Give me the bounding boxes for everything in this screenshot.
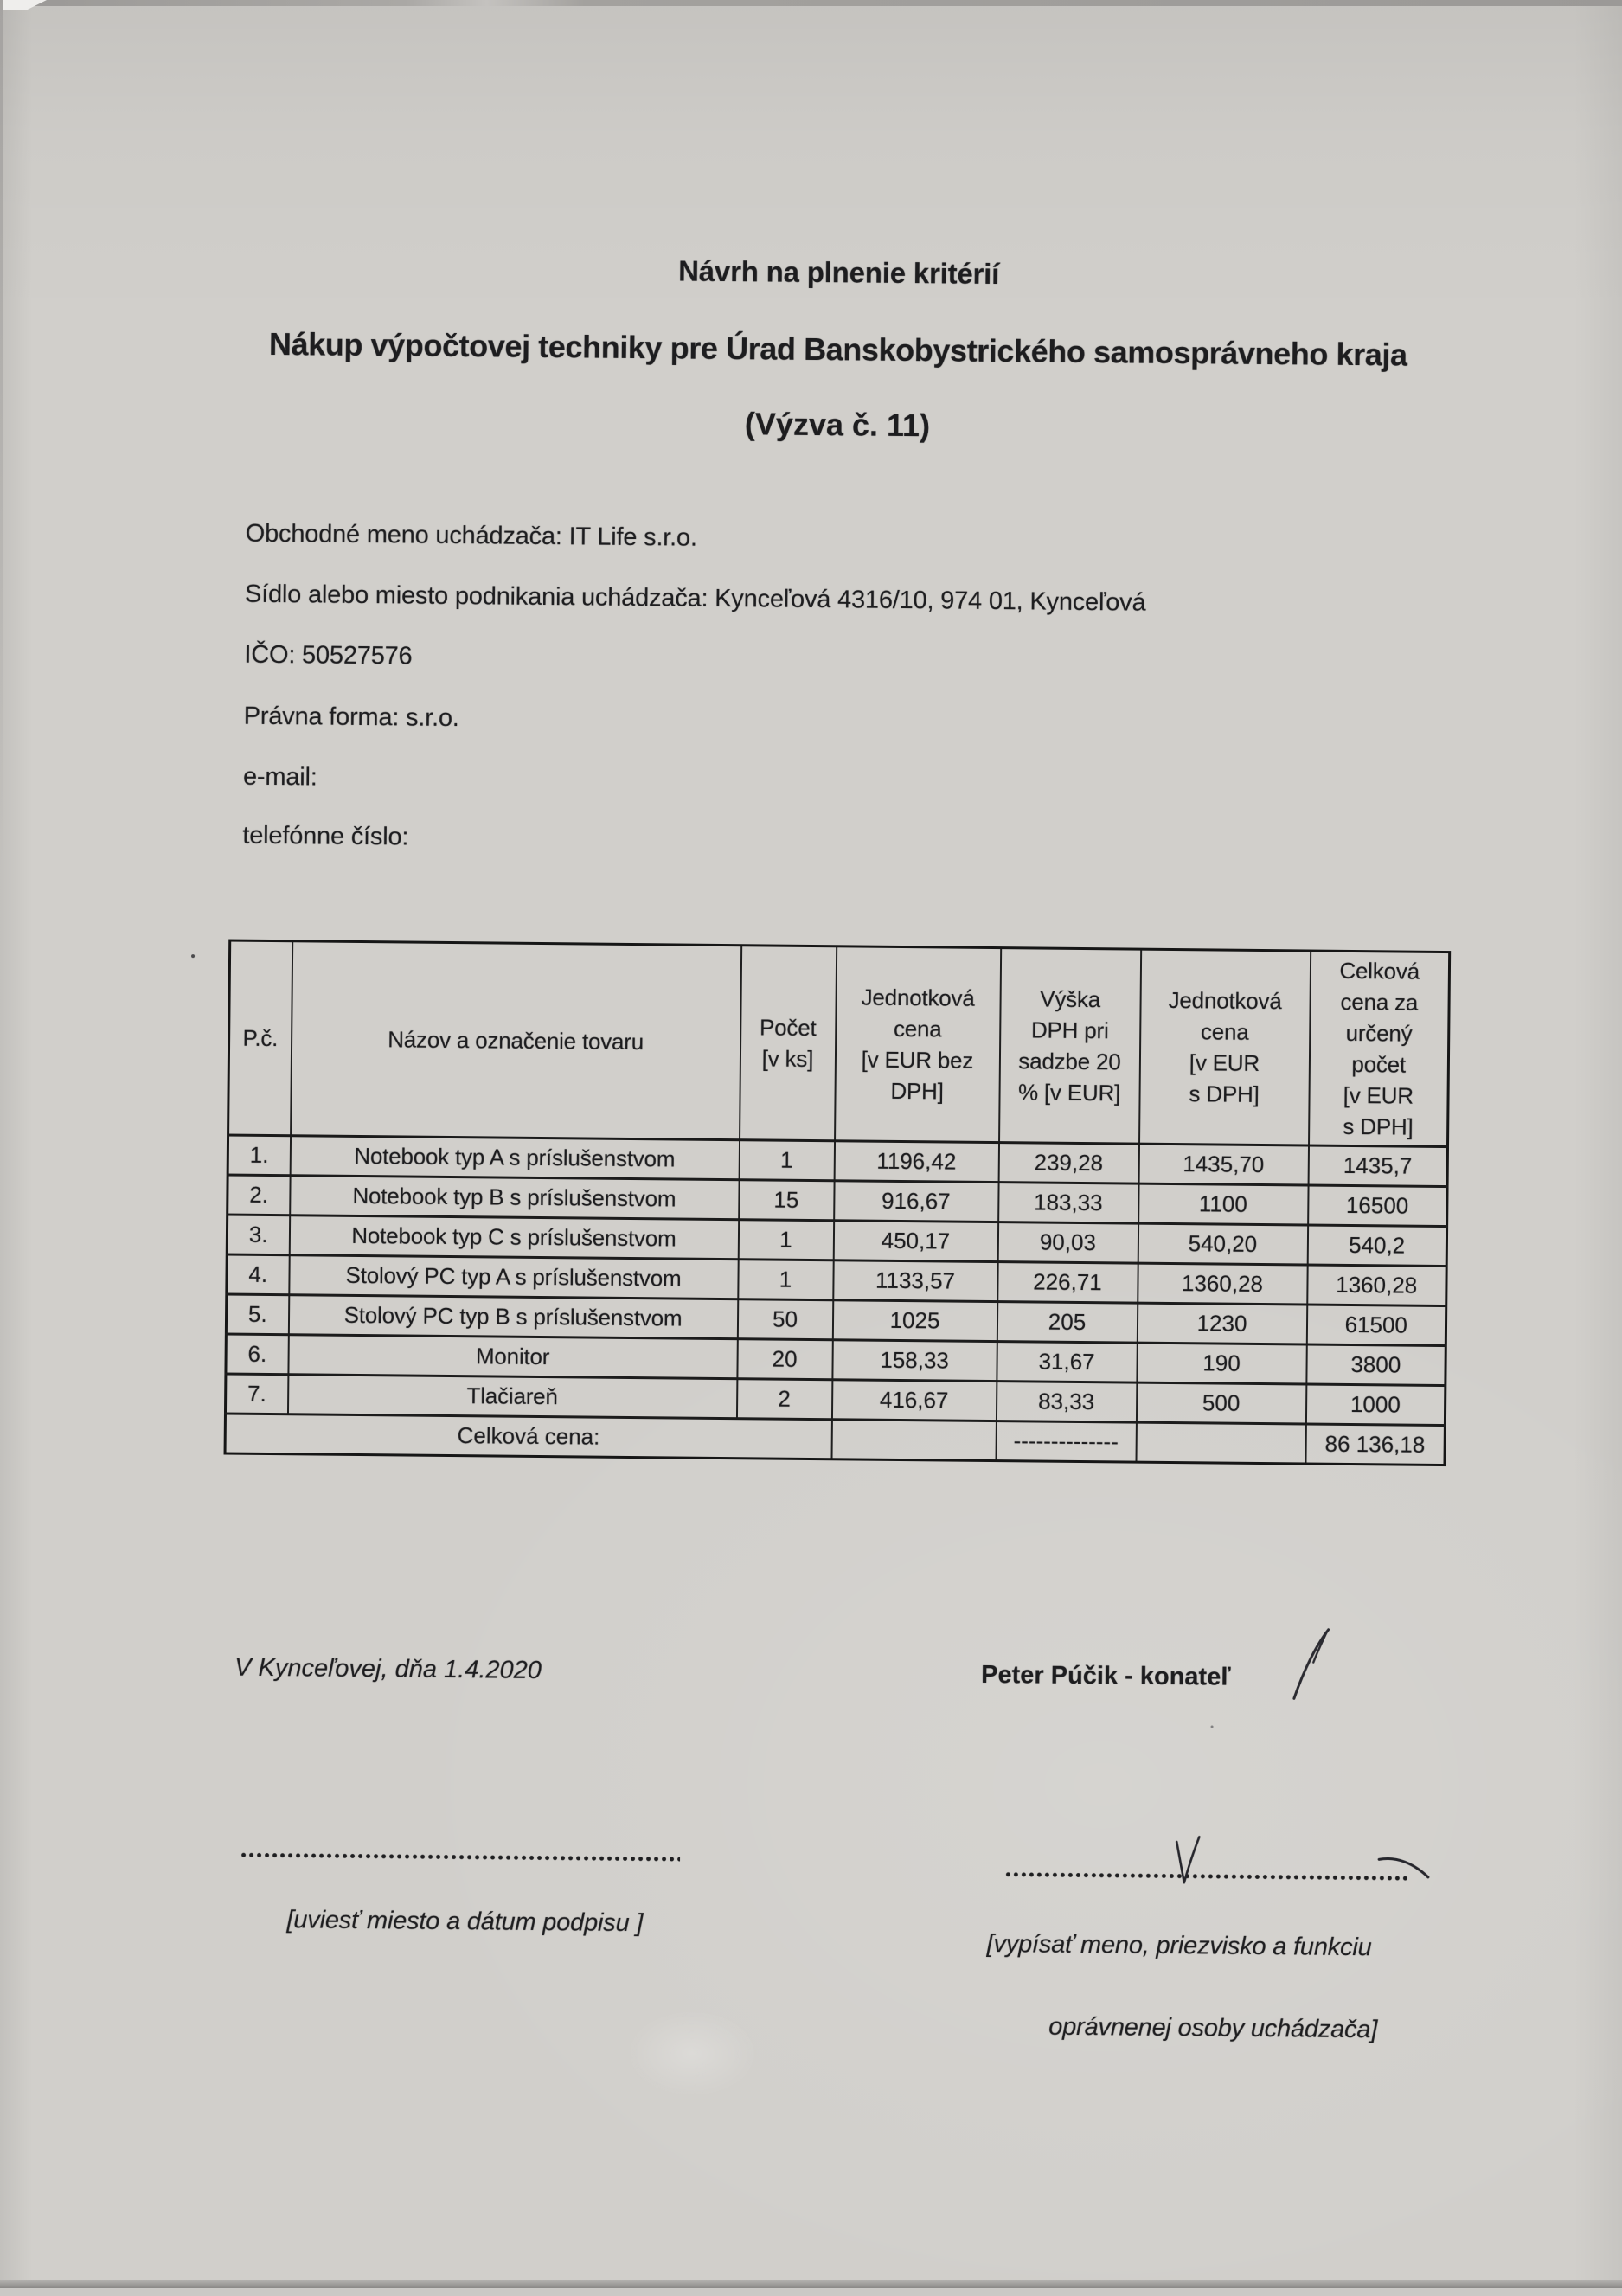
info-business-name: Obchodné meno uchádzača: IT Life s.r.o. bbox=[245, 519, 697, 552]
row-unit-price-novat: 916,67 bbox=[834, 1181, 998, 1222]
row-vat: 205 bbox=[997, 1302, 1137, 1344]
header-name: Názov a označenie tovaru bbox=[291, 941, 741, 1140]
row-vat: 31,67 bbox=[997, 1342, 1137, 1383]
row-total: 1000 bbox=[1305, 1384, 1445, 1426]
row-count: 50 bbox=[737, 1299, 832, 1340]
header-pc: P.č. bbox=[228, 940, 292, 1136]
caption-name-function-line2: oprávnenej osoby uchádzača] bbox=[1048, 2012, 1378, 2044]
row-unit-price-vat: 1435,70 bbox=[1138, 1144, 1308, 1185]
row-count: 20 bbox=[737, 1339, 832, 1380]
row-count: 1 bbox=[738, 1260, 833, 1300]
info-legal-form: Právna forma: s.r.o. bbox=[243, 702, 459, 733]
pen-check-mark-flag bbox=[1313, 1632, 1326, 1663]
info-phone: telefónne číslo: bbox=[242, 821, 409, 851]
total-empty-1 bbox=[831, 1420, 996, 1461]
row-number: 3. bbox=[227, 1215, 289, 1255]
document-call-number: (Výzva č. 11) bbox=[744, 406, 931, 444]
row-item-name: Notebook typ A s príslušenstvom bbox=[290, 1136, 739, 1180]
pen-check-mark bbox=[1294, 1629, 1329, 1698]
total-empty-2 bbox=[1136, 1422, 1305, 1464]
total-dashes: -------------- bbox=[996, 1421, 1136, 1463]
signature-dotted-line-left bbox=[240, 1852, 680, 1863]
row-unit-price-vat: 1360,28 bbox=[1138, 1263, 1307, 1305]
info-ico: IČO: 50527576 bbox=[244, 640, 413, 670]
row-unit-price-vat: 190 bbox=[1137, 1343, 1306, 1384]
row-total: 540,2 bbox=[1307, 1225, 1446, 1267]
row-vat: 183,33 bbox=[998, 1183, 1138, 1224]
scan-edge-left bbox=[0, 0, 3, 869]
row-unit-price-novat: 1196,42 bbox=[834, 1141, 998, 1183]
row-unit-price-vat: 1230 bbox=[1137, 1303, 1306, 1344]
header-count: Počet [v ks] bbox=[740, 946, 837, 1141]
row-unit-price-novat: 1133,57 bbox=[833, 1260, 997, 1302]
header-vat-amount: Výška DPH pri sadzbe 20 % [v EUR] bbox=[999, 948, 1141, 1145]
row-number: 7. bbox=[225, 1374, 287, 1414]
table-header-row bbox=[228, 940, 1450, 1147]
row-unit-price-vat: 540,20 bbox=[1138, 1223, 1307, 1265]
row-unit-price-vat: 500 bbox=[1136, 1382, 1305, 1424]
total-label: Celková cena: bbox=[225, 1414, 831, 1459]
row-total: 1435,7 bbox=[1308, 1145, 1447, 1187]
row-total: 61500 bbox=[1306, 1305, 1446, 1346]
row-unit-price-novat: 158,33 bbox=[832, 1340, 997, 1382]
row-item-name: Stolový PC typ A s príslušenstvom bbox=[289, 1255, 738, 1299]
total-value: 86 136,18 bbox=[1305, 1424, 1445, 1465]
row-number: 6. bbox=[226, 1334, 288, 1375]
scan-speck bbox=[1211, 1725, 1214, 1728]
row-count: 1 bbox=[738, 1220, 833, 1260]
row-total: 3800 bbox=[1306, 1344, 1446, 1386]
row-unit-price-novat: 450,17 bbox=[833, 1221, 997, 1262]
scan-speck bbox=[191, 954, 195, 958]
criteria-table bbox=[224, 940, 1452, 1467]
signature-dotted-line-right bbox=[1005, 1871, 1410, 1881]
row-item-name: Stolový PC typ B s príslušenstvom bbox=[288, 1295, 737, 1339]
row-count: 2 bbox=[736, 1379, 831, 1420]
row-unit-price-novat: 416,67 bbox=[831, 1380, 996, 1421]
signature-place-date: V Kynceľovej, dňa 1.4.2020 bbox=[234, 1653, 542, 1685]
row-count: 1 bbox=[739, 1140, 834, 1181]
signature-signatory-name: Peter Púčik - konateľ bbox=[980, 1660, 1231, 1691]
row-vat: 239,28 bbox=[998, 1143, 1138, 1184]
row-number: 2. bbox=[228, 1175, 290, 1215]
row-vat: 226,71 bbox=[997, 1262, 1138, 1304]
row-vat: 83,33 bbox=[996, 1382, 1136, 1423]
row-number: 1. bbox=[228, 1135, 290, 1176]
row-count: 15 bbox=[739, 1180, 834, 1221]
row-unit-price-novat: 1025 bbox=[832, 1300, 997, 1342]
caption-place-date: [uviesť miesto a dátum podpisu ] bbox=[286, 1906, 644, 1938]
row-vat: 90,03 bbox=[997, 1222, 1138, 1264]
caption-name-function-line1: [vypísať meno, priezvisko a funkciu bbox=[986, 1929, 1372, 1962]
header-total-price: Celková cena za určený počet [v EUR s DPH] bbox=[1309, 951, 1450, 1147]
row-total: 16500 bbox=[1308, 1185, 1447, 1227]
scan-light-patch bbox=[626, 2010, 757, 2097]
info-address: Sídlo alebo miesto podnikania uchádzača: Kynceľová 4316/10, 974 01, Kynceľová bbox=[244, 580, 1146, 617]
row-item-name: Notebook typ C s príslušenstvom bbox=[289, 1215, 738, 1260]
row-item-name: Tlačiareň bbox=[287, 1375, 736, 1419]
document-subtitle: Nákup výpočtovej techniky pre Úrad Banskobystrického samosprávneho kraja bbox=[268, 325, 1407, 373]
row-total: 1360,28 bbox=[1307, 1265, 1446, 1306]
header-unit-price-vat: Jednotková cena [v EUR s DPH] bbox=[1139, 949, 1311, 1145]
header-unit-price-novat: Jednotková cena [v EUR bez DPH] bbox=[835, 946, 1001, 1143]
row-item-name: Monitor bbox=[288, 1335, 737, 1379]
document-title: Návrh na plnenie kritérií bbox=[678, 254, 1000, 291]
row-unit-price-vat: 1100 bbox=[1138, 1183, 1308, 1225]
row-number: 5. bbox=[226, 1294, 288, 1335]
row-number: 4. bbox=[227, 1254, 289, 1295]
row-item-name: Notebook typ B s príslušenstvom bbox=[290, 1176, 739, 1220]
info-email: e-mail: bbox=[242, 762, 317, 792]
